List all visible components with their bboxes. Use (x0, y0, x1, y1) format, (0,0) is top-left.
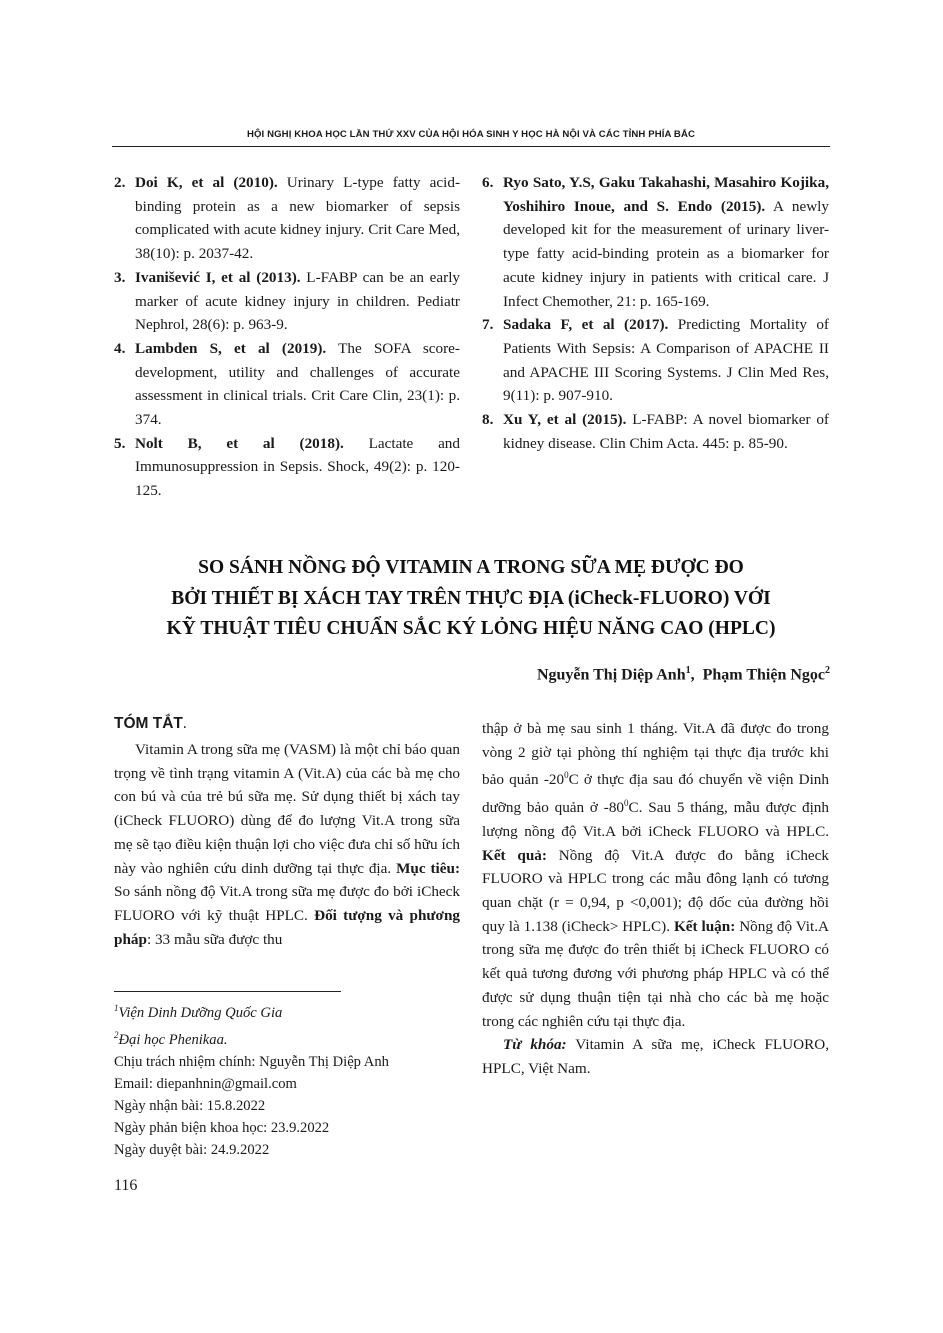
title-line: BỞI THIẾT BỊ XÁCH TAY TRÊN THỰC ĐỊA (iCheck-FLUORO) VỚI (171, 587, 771, 609)
references-left (114, 171, 460, 503)
reference-item: 6. Ryo Sato, Y.S, Gaku Takahashi, Masahiro Kojika, Yoshihiro Inoue, and S. Endo (2015). A newly developed kit for the measurement of urinary liver-type fatty acid-binding protein as a biomarker for acute kidney injury in patients with critical care. J Infect Chemother, 21: p. 165-169. (482, 174, 829, 310)
header-rule (112, 146, 830, 147)
reference-item: 5. Nolt B, et al (2018). Lactate and Immunosuppression in Sepsis. Shock, 49(2): p. 120-125. (114, 434, 460, 500)
abstract-paragraph: thập ở bà mẹ sau sinh 1 tháng. Vit.A đã được đo trong vòng 2 giờ tại phòng thí nghiệm tại thực địa trước khi bảo quản $-20^0C$ ở thực địa sau đó chuyển về viện Dinh dưỡng bảo quản ở $-80^0C$. Sau 5 tháng, mẫu được định lượng nồng độ Vit.A bởi iCheck FLUORO và HPLC. Kết quả: Nồng độ Vit.A được đo bằng iCheck FLUORO và HPLC trong các mẫu đông lạnh có tương quan chặt (r = 0,94, p <0,001); độ dốc của đường hồi quy là 1.138 (iCheck> HPLC). Kết luận: Nồng độ Vit.A trong sữa mẹ được đo trên thiết bị iCheck FLUORO có kết quả tương đương với phương pháp HPLC và có thể được sử dụng thuận tiện tại nhà cho các bà mẹ hoặc trong các nghiên cứu tại thực địa. (482, 720, 830, 1030)
references-right (482, 171, 829, 455)
article-title (110, 553, 832, 645)
date-received: Ngày nhận bài: 15.8.2022 (114, 1098, 266, 1115)
reference-item: 7. Sadaka F, et al (2017). Predicting Mortality of Patients With Sepsis: A Comparison of APACHE II and APACHE III Scoring Systems. J Clin Med Res, 9(11): p. 907-910. (482, 316, 829, 405)
affiliation-2: $^2$Đại học Phenikaa. (114, 1029, 228, 1048)
abstract-left-column (114, 738, 460, 951)
email: Email: diepanhnin@gmail.com (114, 1076, 297, 1092)
date-reviewed: Ngày phản biện khoa học: 23.9.2022 (114, 1120, 330, 1137)
abstract-right-column (482, 717, 829, 1081)
reference-item: 2. Doi K, et al (2010). Urinary L-type fatty acid-binding protein as a new biomarker of sepsis complicated with acute kidney injury. Crit Care Med, 38(10): p. 2037-42. (114, 174, 460, 263)
reference-item: 3. Ivanišević I, et al (2013). L-FABP can be an early marker of acute kidney injury in children. Pediatr Nephrol, 28(6): p. 963-9. (114, 268, 461, 334)
page-number: 116 (114, 1177, 138, 1194)
footnotes (114, 997, 460, 1161)
reference-item: 8. Xu Y, et al (2015). L-FABP: A novel biomarker of kidney disease. Clin Chim Acta. 445: p. 85-90. (482, 411, 829, 452)
footnote-rule (114, 991, 341, 992)
keywords: Từ khóa: Vitamin A sữa mẹ, iCheck FLUORO, HPLC, Việt Nam. (482, 1036, 830, 1077)
responsible-author: Chịu trách nhiệm chính: Nguyễn Thị Diệp Anh (114, 1053, 389, 1070)
abstract-paragraph: Vitamin A trong sữa mẹ (VASM) là một chỉ báo quan trọng về tình trạng vitamin A (Vit.A) của các bà mẹ cho con bú và của trẻ bú sữa mẹ. Sử dụng thiết bị xách tay (iCheck FLUORO) dùng để đo lượng Vit.A trong sữa mẹ sẽ tạo điều kiện thuận lợi cho việc đưa chỉ số hữu ích này vào nghiên cứu dinh dưỡng tại thực địa. Mục tiêu: So sánh nồng độ Vit.A trong sữa mẹ được đo bởi iCheck FLUORO với kỹ thuật HPLC. Đối tượng và phương pháp: 33 mẫu sữa được thu (114, 741, 461, 948)
date-approved: Ngày duyệt bài: 24.9.2022 (114, 1142, 270, 1159)
reference-item: 4. Lambden S, et al (2019). The SOFA score-development, utility and challenges of accurate assessment in clinical trials. Crit Care Clin, 23(1): p. 374. (114, 339, 460, 429)
abstract-heading: TÓM TẮT. (114, 715, 187, 732)
running-header: HỘI NGHỊ KHOA HỌC LẦN THỨ XXV CỦA HỘI HÓA SINH Y HỌC HÀ NỘI VÀ CÁC TỈNH PHÍA BẮC (246, 129, 696, 140)
title-line: KỸ THUẬT TIÊU CHUẨN SẮC KÝ LỎNG HIỆU NĂNG CAO (HPLC) (166, 618, 776, 639)
title-line: SO SÁNH NỒNG ĐỘ VITAMIN A TRONG SỮA MẸ ĐƯỢC ĐO (198, 557, 744, 578)
author-line: Nguyễn Thị Diệp Anh$^1$, Phạm Thiện Ngọc$^2$ (536, 665, 830, 684)
affiliation-1: $^1$Viện Dinh Dưỡng Quốc Gia (114, 1003, 283, 1021)
